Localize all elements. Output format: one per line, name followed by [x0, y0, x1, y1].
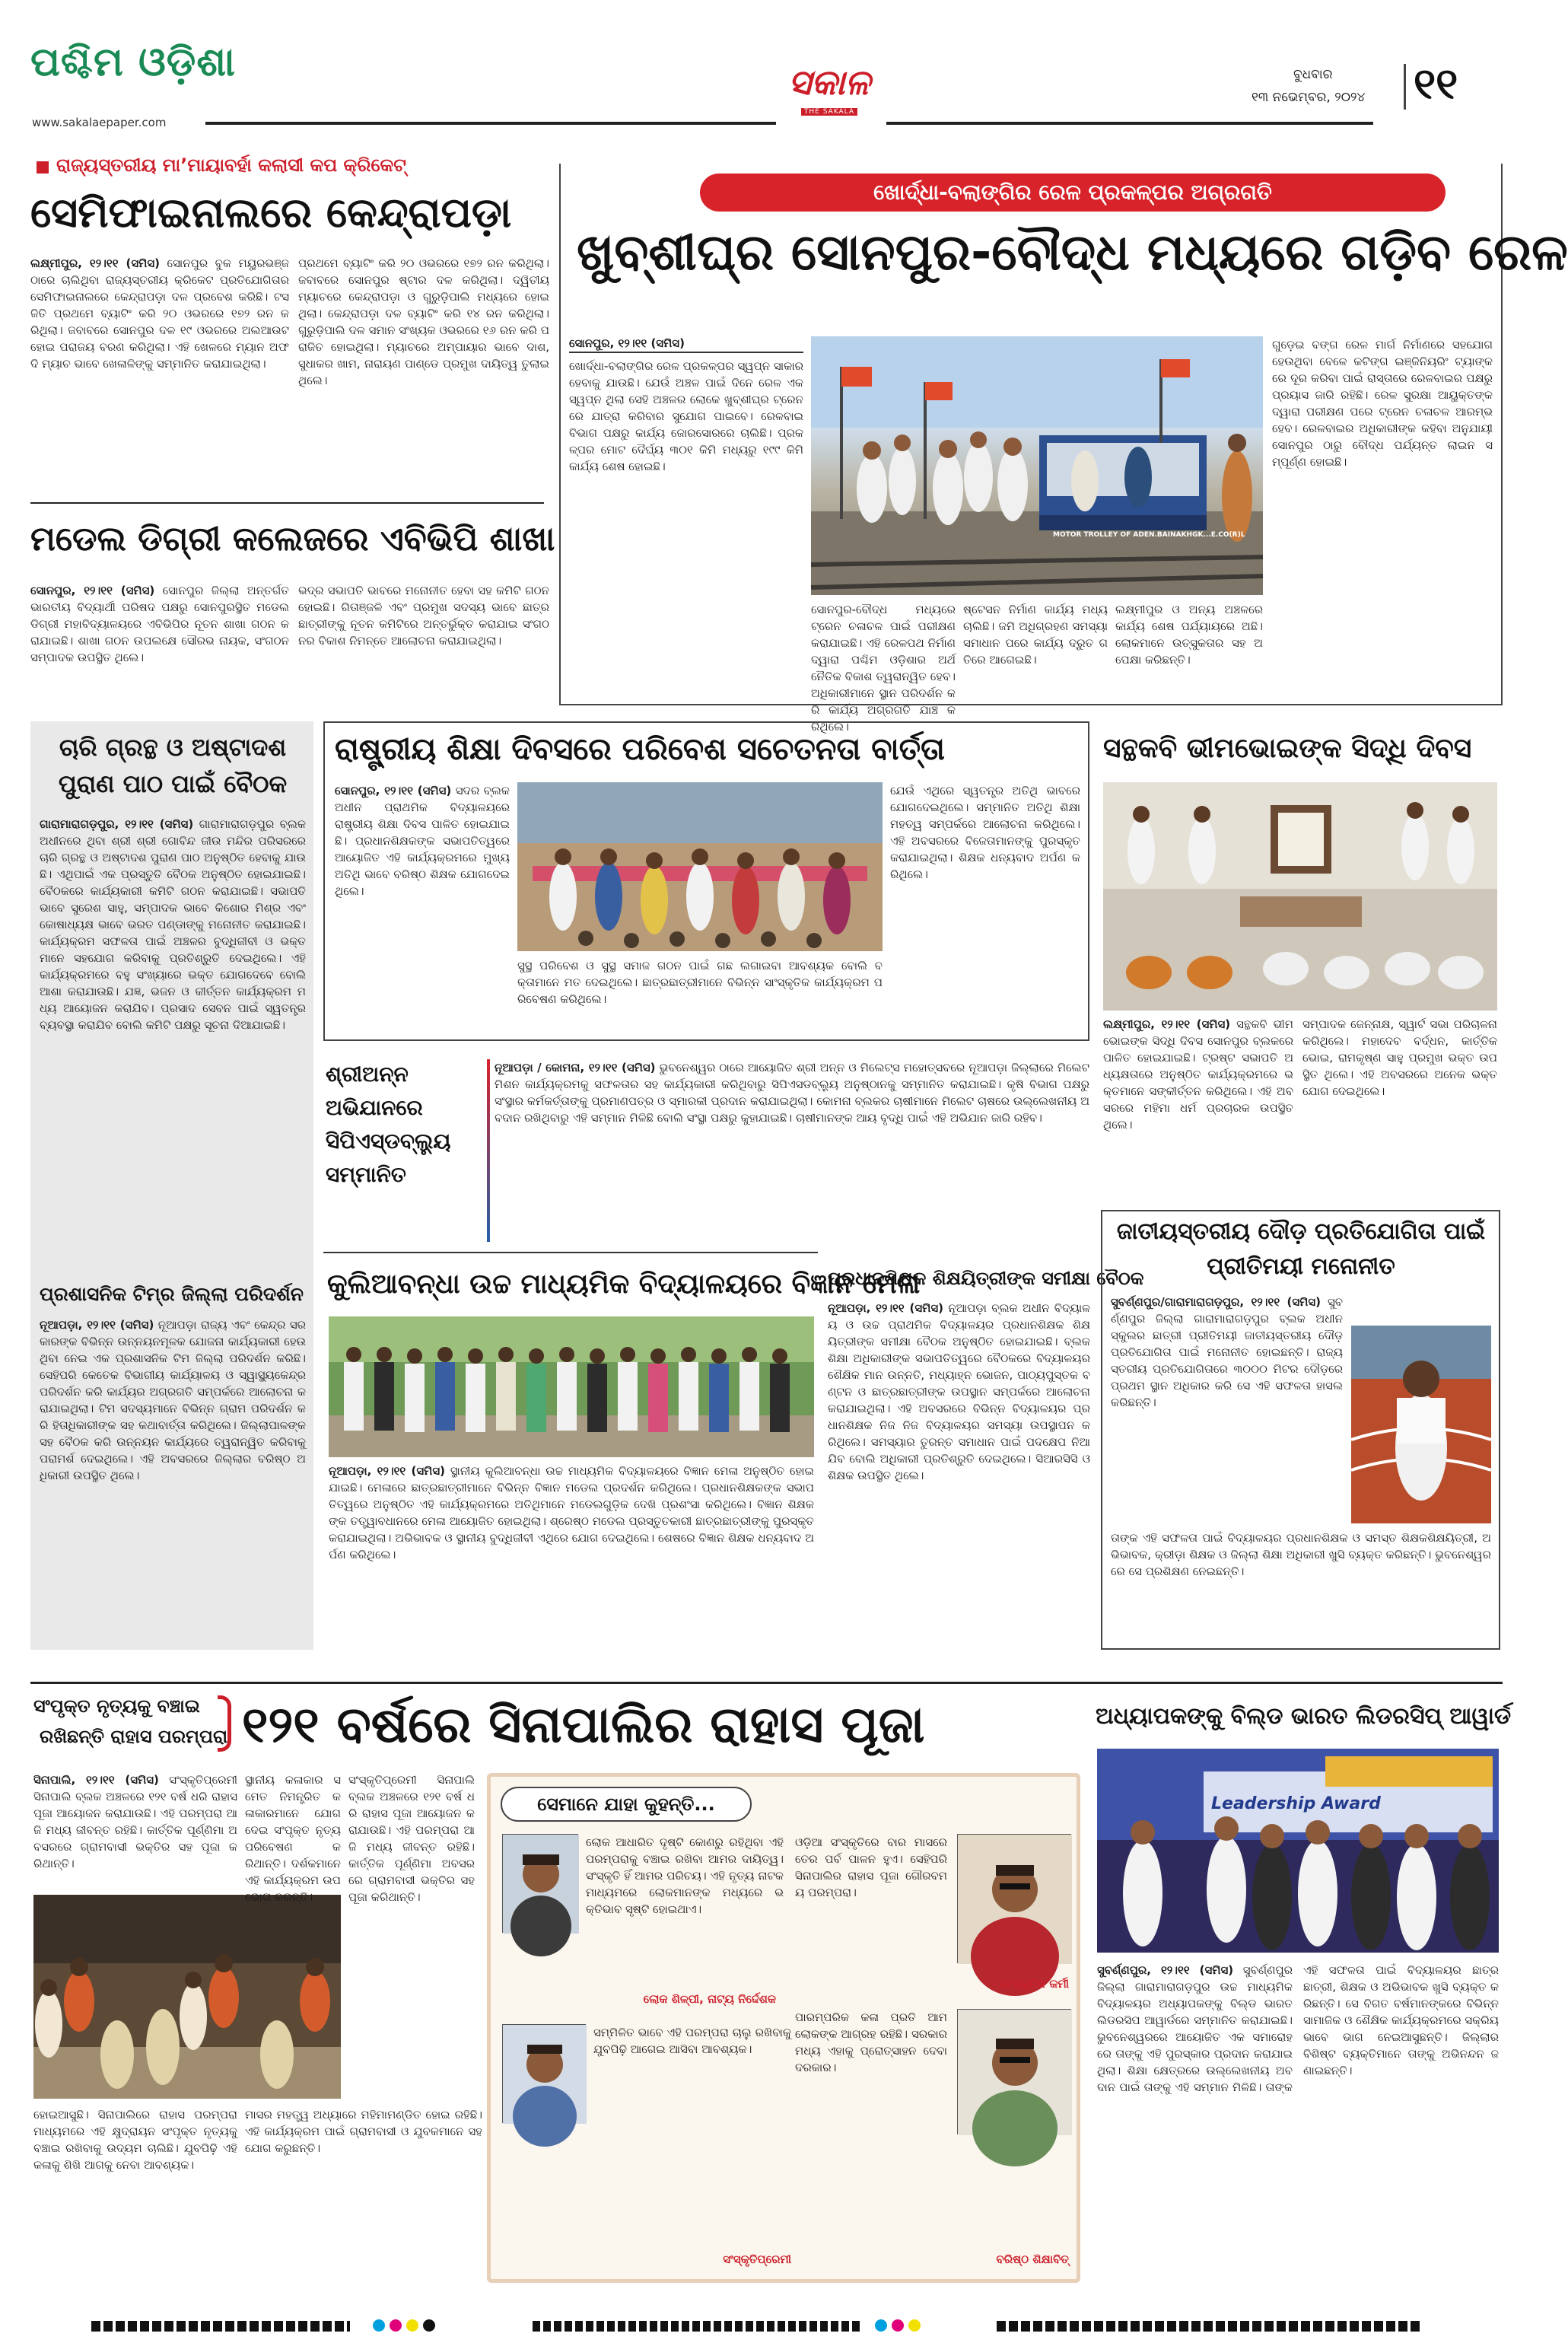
- rail-body-col1: [569, 335, 803, 699]
- millet-body: [495, 1059, 1089, 1240]
- kicker-bullet-icon: [37, 161, 49, 173]
- runner-photo: [1351, 1326, 1491, 1523]
- review-dateline: ନୂଆପଡ଼ା, ୧୨।୧୧ (ସମିସ): [828, 1301, 943, 1315]
- rahasa-body1: ସଂସ୍କୃତିପ୍ରେମୀ ସିନାପାଲି ବ୍ଲକ ଅଞ୍ଚଳରେ ୧୨୧ ବର୍ଷ ଧରି ରାହାସ ପୂଜା ଆୟୋଜନ କରାଯାଉଛି। ଏହି ପରମ୍ପରା ଆଜି ମଧ୍ୟ ଜୀବନ୍ତ ରହିଛି। କାର୍ତ୍ତିକ ପୂର୍ଣ୍ଣିମା ଅବସରରେ ଗ୍ରାମବାସୀ ଭକ୍ତିର ସହ ପୂଜା କରିଥାନ୍ତି।: [33, 1773, 237, 1870]
- runner-body1: ସୁବର୍ଣ୍ଣପୁର ଜିଲ୍ଲା ଗାରାମାରାଗଡ଼ପୁର ବ୍ଲକ ଅଧୀନ ସ୍କୁଲର ଛାତ୍ରୀ ପ୍ରୀତିମୟୀ ଜାତୀୟସ୍ତରୀୟ ଦୌଡ଼ ପ୍ରତିଯୋଗିତା ପାଇଁ ମନୋନୀତ ହୋଇଛନ୍ତି। ରାଜ୍ୟସ୍ତରୀୟ ପ୍ରତିଯୋଗିତାରେ ୩୦୦୦ ମିଟର ଦୌଡ଼ରେ ପ୍ରଥମ ସ୍ଥାନ ଅଧିକାର କରି ସେ ଏହି ସଫଳତା ହାସଲ କରିଛନ୍ତି।: [1111, 1295, 1343, 1409]
- rahasa-dateline: ସିନାପାଲି, ୧୨।୧୧ (ସମିସ): [33, 1773, 159, 1787]
- section-title: ପଶ୍ଚିମ ଓଡ଼ିଶା: [30, 40, 236, 85]
- quote1-name: ଲୋକ ଶିଳ୍ପୀ, ନାଟ୍ୟ ନିର୍ଦ୍ଦେଶକ: [643, 1992, 776, 2006]
- issue-date: ୧୩ ନଭେମ୍ବର, ୨୦୨୪: [1252, 90, 1366, 105]
- purana-headline: ଚାରି ଗ୍ରନ୍ଥ ଓ ଅଷ୍ଟାଦଶ ପୁରାଣ ପାଠ ପାଇଁ ବୈଠକ: [58, 733, 288, 798]
- admin-body-text: ନୂଆପଡ଼ା ରାଜ୍ୟ ଏବଂ କେନ୍ଦ୍ର ସରକାରଙ୍କ ବିଭିନ୍ନ ଉନ୍ନୟନମୂଳକ ଯୋଜନା କାର୍ଯ୍ୟକାରୀ ହେଉଥିବା ନେଇ ଏକ ପ୍ରଶାସନିକ ଟିମ ଜିଲ୍ଲା ପରିଦର୍ଶନ କରିଛି। ସେହିପରି କେତେକ ବିଭାଗୀୟ କାର୍ଯ୍ୟାଳୟ ଓ ସ୍ୱାସ୍ଥ୍ୟକେନ୍ଦ୍ର ପରିଦର୍ଶନ କରି କାର୍ଯ୍ୟର ଅଗ୍ରଗତି ସମ୍ପର୍କରେ ଆଲୋଚନା କରାଯାଇଥିଲା। ଟିମ ସଦସ୍ୟମାନେ ବିଭିନ୍ନ ଗ୍ରାମ ପରିଦର୍ଶନ କରି ହିତାଧିକାରୀଙ୍କ ସହ କଥାବାର୍ତ୍ତା କରିଥିଲେ। ଜିଲ୍ଲାପାଳଙ୍କ ସହ ବୈଠକ କରି ଉନ୍ନୟନ କାର୍ଯ୍ୟରେ ତ୍ୱରାନ୍ୱିତ କରିବାକୁ ପରାମର୍ଶ ଦେଇଥିଲେ। ଏହି ଅବସରରେ ଜିଲ୍ଲାର ବରିଷ୍ଠ ଅଧିକାରୀ ଉପସ୍ଥିତ ଥିଲେ।: [40, 1318, 306, 1482]
- quote1-photo: [502, 1834, 578, 1933]
- section-separator: [30, 1682, 1503, 1684]
- cricket-dateline: ଲକ୍ଷ୍ମୀପୁର, ୧୨।୧୧ (ସମିସ): [30, 256, 161, 270]
- color-dots-right: [875, 2319, 981, 2333]
- purana-body-text: ଗାରାମାରାଗଡ଼ପୁର ବ୍ଲକ ଅଧୀନରେ ଥିବା ଶ୍ରୀ ଶ୍ରୀ ଗୋବିନ୍ଦ ଜୀଉ ମନ୍ଦିର ପରିସରରେ ଚାରି ଗ୍ରନ୍ଥ ଓ ଅଷ୍ଟାଦଶ ପୁରାଣ ପାଠ ଅନୁଷ୍ଠିତ ହେବାକୁ ଯାଉଛି। ଏଥିପାଇଁ ଏକ ପ୍ରସ୍ତୁତି ବୈଠକ ଅନୁଷ୍ଠିତ ହୋଇଯାଇଛି। ବୈଠକରେ କାର୍ଯ୍ୟକାରୀ କମିଟି ଗଠନ କରାଯାଇଛି। ସଭାପତି ଭାବେ ସୁରେଶ ସାହୁ, ସମ୍ପାଦକ ଭାବେ କିଶୋର ମିଶ୍ର ଏବଂ କୋଷାଧ୍ୟକ୍ଷ ଭାବେ ଭରତ ପଣ୍ଡାଙ୍କୁ ମନୋନୀତ କରାଯାଇଛି। କାର୍ଯ୍ୟକ୍ରମ ସଫଳତା ପାଇଁ ଅଞ୍ଚଳର ବୁଦ୍ଧିଜୀବୀ ଓ ଭକ୍ତମାନେ ସହଯୋଗ କରିବାକୁ ପ୍ରତିଶ୍ରୁତି ଦେଇଥିଲେ। ଏହି କାର୍ଯ୍ୟକ୍ରମରେ ବହୁ ସଂଖ୍ୟାରେ ଭକ୍ତ ଯୋଗଦେବେ ବୋଲି ଆଶା କରାଯାଉଛି। ଯଜ୍ଞ, ଭଜନ ଓ କୀର୍ତ୍ତନ କାର୍ଯ୍ୟକ୍ରମ ମଧ୍ୟ ଆୟୋଜନ କରାଯିବ। ପ୍ରସାଦ ସେବନ ପାଇଁ ସ୍ୱତନ୍ତ୍ର ବ୍ୟବସ୍ଥା କରାଯିବ ବୋଲି କମିଟି ପକ୍ଷରୁ ସୂଚନା ଦିଆଯାଇଛି।: [40, 817, 306, 1032]
- rail-body1: ଖୋର୍ଦ୍ଧା-ବଲାଙ୍ଗିର ରେଳ ପ୍ରକଳ୍ପର ସ୍ୱପ୍ନ ସାକାର ହେବାକୁ ଯାଉଛି। ଯେଉଁ ଅଞ୍ଚଳ ପାଇଁ ଦିନେ ରେଳ ଏକ ସ୍ୱପ୍ନ ଥିଲା ସେହି ଅଞ୍ଚଳର ଲୋକେ ଖୁବ୍‌ଶୀଘ୍ର ଟ୍ରେନରେ ଯାତ୍ରା କରିବାର ସୁଯୋଗ ପାଇବେ। ରେଳବାଇ ବିଭାଗ ପକ୍ଷରୁ କାର୍ଯ୍ୟ ଜୋରସୋରରେ ଚାଲିଛି। ପ୍ରକଳ୍ପର ମୋଟ ଦୈର୍ଘ୍ୟ ୩୦୧ କିମି ମଧ୍ୟରୁ ୧୯୯ କିମି କାର୍ଯ୍ୟ ଶେଷ ହୋଇଛି।: [569, 359, 803, 473]
- edu-headline: ରାଷ୍ଟ୍ରୀୟ ଶିକ୍ଷା ଦିବସରେ ପରିବେଶ ସଚେତନତା ବାର୍ତ୍ତା: [335, 732, 945, 767]
- newspaper-logo: [776, 62, 883, 116]
- admin-headline: ପ୍ରଶାସନିକ ଟିମ୍‌ର ଜିଲ୍ଲା ପରିଦର୍ଶନ: [40, 1283, 304, 1305]
- edu-dateline: ସୋନପୁର, ୧୨।୧୧ (ସମିସ): [335, 784, 452, 797]
- abvp-headline: ମଡେଲ ଡିଗ୍ରୀ କଲେଜରେ ଏବିଭିପି ଶାଖା: [30, 520, 555, 559]
- rail-body-col5: ଗୁଡ଼େଇ ବଙ୍ଗ ରେଳ ମାର୍ଗ ନିର୍ମାଣରେ ସହଯୋଗ ହେଉଥିବା ବେଳେ କଟିଙ୍ଗ ଇଞ୍ଜିନିୟରିଂ ଟ୍ୟାଙ୍କରେ ଦୂର କରିବା ପାଇଁ ରାସ୍ତାରେ ରେଳବାଇର ପକ୍ଷରୁ ପ୍ରୟାସ ଜାରି ରହିଛି। ରେଳ ସୁରକ୍ଷା ଆୟୁକ୍ତଙ୍କ ଦ୍ୱାରା ପରୀକ୍ଷଣ ପରେ ଟ୍ରେନ ଚଳାଚଳ ଆରମ୍ଭ ହେବ। ରେଳବାଇର ଅଧିକାରୀଙ୍କ କହିବା ଅନୁଯାୟୀ ସୋନପୁର ଠାରୁ ବୌଦ୍ଧ ପର୍ଯ୍ୟନ୍ତ ଲାଇନ ସମ୍ପୂର୍ଣ୍ଣ ହୋଇଛି।: [1272, 338, 1493, 469]
- quote3-photo: [502, 2024, 586, 2123]
- rahasa-photo: [33, 1895, 341, 2099]
- rahasa-kicker-line1: ସଂପୃକ୍ତ ନୃତ୍ୟକୁ ବଞ୍ଚାଇ: [33, 1695, 200, 1717]
- admin-dateline: ନୂଆପଡ଼ା, ୧୨।୧୧ (ସମିସ): [40, 1318, 154, 1332]
- masthead-rule-right: [886, 122, 1373, 125]
- bhoi-photo: [1103, 782, 1497, 1011]
- website-url[interactable]: www.sakalaepaper.com: [32, 116, 167, 129]
- rail-body-col2: ସୋନପୁର-ବୌଦ୍ଧ ମଧ୍ୟରେ ଟ୍ରେନ ଚଳାଚଳ ପାଇଁ ପରୀକ୍ଷଣ କରାଯାଇଛି। ଏହି ରେଳପଥ ନିର୍ମାଣ ଦ୍ୱାରା ପଶ୍ଚିମ ଓଡ଼ିଶାର ଅର୍ଥନୈତିକ ବିକାଶ ତ୍ୱରାନ୍ୱିତ ହେବ। ଅଧିକାରୀମାନେ ସ୍ଥାନ ପରିଦର୍ଶନ କରି କାର୍ଯ୍ୟ ଅଗ୍ରଗତି ଯାଞ୍ଚ କରିଥିଲେ।: [811, 603, 956, 734]
- person-photo: [503, 2025, 587, 2124]
- science-headline: କୁଲିଆବନ୍ଧା ଉଚ୍ଚ ମାଧ୍ୟମିକ ବିଦ୍ୟାଳୟରେ ବିଜ୍ଞାନ ମେଳା: [327, 1268, 921, 1300]
- print-marks-right: [997, 2321, 1423, 2332]
- rail-photo-caption: MOTOR TROLLEY OF ADEN.BAINAKHGK...E.CO(R)L: [1053, 531, 1245, 539]
- runner-photo-art: [1351, 1326, 1491, 1523]
- science-rule: [323, 1252, 818, 1253]
- bhoi-photo-art: [1103, 782, 1497, 1011]
- abvp-dateline: ସୋନପୁର, ୧୨।୧୧ (ସମିସ): [30, 584, 155, 597]
- page-number: ୧୧: [1414, 59, 1458, 109]
- science-photo: [329, 1316, 814, 1457]
- rail-photo-art: [811, 336, 1263, 595]
- rahasa-body-col2b: ହୋଇଆସୁଛି। ସିନାପାଲିରେ ରାହାସ ପରମ୍ପରା ମାଧ୍ୟମରେ ଏହି କ୍ଷୁଦ୍ରାୟନ ସଂପୃକ୍ତ ନୃତ୍ୟକୁ ବଞ୍ଚାଇ ରଖିବାକୁ ଉଦ୍ୟମ ଚାଲିଛି। ଯୁବପିଢ଼ି ଏହି କଳାକୁ ଶିଖି ଆଗକୁ ନେବା ଆବଶ୍ୟକ।: [33, 2108, 237, 2172]
- edu-body1: ସଦର ବ୍ଲକ ଅଧୀନ ପ୍ରାଥମିକ ବିଦ୍ୟାଳୟରେ ରାଷ୍ଟ୍ରୀୟ ଶିକ୍ଷା ଦିବସ ପାଳିତ ହୋଇଯାଇଛି। ପ୍ରଧାନଶିକ୍ଷକଙ୍କ ସଭାପତିତ୍ୱରେ ଆୟୋଜିତ ଏହି କାର୍ଯ୍ୟକ୍ରମରେ ମୁଖ୍ୟଅତିଥି ଭାବେ ବରିଷ୍ଠ ଶିକ୍ଷକ ଯୋଗଦେଇଥିଲେ।: [335, 784, 510, 898]
- bhoi-body1: ସନ୍ଥକବି ଭୀମଭୋଇଙ୍କ ସିଦ୍ଧି ଦିବସ ସୋନପୁର ବ୍ଲକରେ ପାଳିତ ହୋଇଯାଇଛି। ଟ୍ରଷ୍ଟ ସଭାପତି ଅଧ୍ୟକ୍ଷତାରେ ଅନୁଷ୍ଠିତ କାର୍ଯ୍ୟକ୍ରମରେ ଭକ୍ତମାନେ ସଙ୍କୀର୍ତ୍ତନ କରିଥିଲେ। ଏହି ଅବସରରେ ମହିମା ଧର୍ମ ପ୍ରଚାରକ ଉପସ୍ଥିତ ଥିଲେ।: [1103, 1017, 1293, 1132]
- rahasa-headline: ୧୨୧ ବର୍ଷରେ ସିନାପାଲିର ରାହାସ ପୂଜା: [242, 1695, 925, 1754]
- review-body: [828, 1300, 1090, 1646]
- rail-body-col3: ଷ୍ଟେସନ ନିର୍ମାଣ କାର୍ଯ୍ୟ ମଧ୍ୟ ଚାଲିଛି। ଜମି ଅଧିଗ୍ରହଣ ସମସ୍ୟା ସମାଧାନ ପରେ କାର୍ଯ୍ୟ ଦ୍ରୁତ ଗତିରେ ଆଗେଇଛି।: [963, 603, 1108, 667]
- cricket-body-col2: ପ୍ରଥମେ ବ୍ୟାଟିଂ କରି ୨୦ ଓଭରରେ ୧୭୨ ରନ କରିଥିଲା। ଜବାବରେ ସୋନପୁର ଷ୍ଟାର ଦଳ କରିଥିଲା। ଦ୍ୱିତୀୟ ମ୍ୟାଚରେ କେନ୍ଦ୍ରାପଡ଼ା ଓ ଗୁରୁଡ଼ିପାଲି ମଧ୍ୟରେ ହୋଇଥିଲା। କେନ୍ଦ୍ରାପଡ଼ା ଦଳ ବ୍ୟାଟିଂ କରି ୧୪ ରନ କରିଥିଲା। ଗୁରୁଡ଼ିପାଲି ଦଳ ସମାନ ସଂଖ୍ୟକ ଓଭରରେ ୧୬ ରନ କରି ପରାଜିତ ହୋଇଥିଲା। ମ୍ୟାଚରେ ଅମ୍ପାୟାର ଭାବେ ଦାଶ, ସୁଧାକର ଖାମ, ନାରାୟଣ ପାଣ୍ଡେ ପ୍ରମୁଖ ଦାୟିତ୍ୱ ତୁଲାଇଥିଲେ।: [298, 256, 549, 387]
- rahasa-photo-art: [33, 1895, 341, 2099]
- science-body: [329, 1463, 814, 1645]
- runner-body-col2: ତାଙ୍କ ଏହି ସଫଳତା ପାଇଁ ବିଦ୍ୟାଳୟର ପ୍ରଧାନଶିକ୍ଷକ ଓ ସମସ୍ତ ଶିକ୍ଷକଶିକ୍ଷୟିତ୍ରୀ, ଅଭିଭାବକ, କ୍ରୀଡ଼ା ଶିକ୍ଷକ ଓ ଜିଲ୍ଲା ଶିକ୍ଷା ଅଧିକାରୀ ଖୁସି ବ୍ୟକ୍ତ କରିଛନ୍ତି। ଭୁବନେଶ୍ୱରରେ ସେ ପ୍ରଶିକ୍ଷଣ ନେଇଛନ୍ତି।: [1111, 1531, 1491, 1578]
- masthead-rule-left: [205, 122, 776, 125]
- page-divider: [1404, 64, 1406, 110]
- rahasa-kicker-bracket: [218, 1695, 231, 1752]
- cricket-body-col1: [30, 255, 289, 483]
- print-marks-mid: [533, 2321, 860, 2332]
- rail-banner-text: ଖୋର୍ଦ୍ଧା-ବଲାଙ୍ଗିର ରେଳ ପ୍ରକଳ୍ପର ଅଗ୍ରଗତି: [873, 180, 1272, 205]
- quote4-name: ବରିଷ୍ଠ ଶିକ୍ଷାବିତ୍: [996, 2252, 1069, 2266]
- runner-dateline: ସୁବର୍ଣ୍ଣପୁର/ଗାରାମାରାଗଡ଼ପୁର, ୧୨।୧୧ (ସମିସ): [1111, 1295, 1322, 1309]
- section-rule: [30, 502, 544, 504]
- print-marks-left: [91, 2321, 350, 2332]
- rail-body-col4: ଲକ୍ଷ୍ମୀପୁର ଓ ଅନ୍ୟ ଅଞ୍ଚଳରେ କାର୍ଯ୍ୟ ଶେଷ ପର୍ଯ୍ୟାୟରେ ଅଛି। ଲୋକମାନେ ଉତ୍ସୁକତାର ସହ ଅପେକ୍ଷା କରିଛନ୍ତି।: [1115, 603, 1263, 667]
- millet-dateline: ନୂଆପଡ଼ା / କୋମନା, ୧୨।୧୧ (ସମିସ): [495, 1061, 656, 1074]
- rail-headline: ଖୁବ୍‌ଶୀଘ୍ର ସୋନପୁର-ବୌଦ୍ଧ ମଧ୍ୟରେ ଗଡ଼ିବ ରେଳ: [577, 223, 1568, 282]
- quote4-photo: [957, 2009, 1071, 2134]
- logo-text: ସକାଳ: [788, 62, 870, 103]
- quote-box-title: ସେମାନେ ଯାହା କୁହନ୍ତି...: [501, 1787, 752, 1822]
- quote1-text: ଲୋକ ଆଧାରିତ ଦୃଷ୍ଟି କୋଣରୁ ରହିଥିବା ଏହି ପରମ୍ପରାକୁ ବଞ୍ଚାଇ ରଖିବା ଆମର ଦାୟିତ୍ୱ। ସଂସ୍କୃତି ହିଁ ଆମର ପରିଚୟ। ଏହି ନୃତ୍ୟ ନାଟକ ମାଧ୍ୟମରେ ଲୋକମାନଙ୍କ ମଧ୍ୟରେ ଭକ୍ତିଭାବ ସୃଷ୍ଟି ହୋଇଥାଏ।: [586, 1835, 784, 1916]
- edu-body-col1: [335, 782, 510, 934]
- review-body-text: ନୂଆପଡ଼ା ବ୍ଲକ ଅଧୀନ ବିଦ୍ୟାଳୟ ଓ ଉଚ୍ଚ ପ୍ରାଥମିକ ବିଦ୍ୟାଳୟର ପ୍ରଧାନଶିକ୍ଷକ ଶିକ୍ଷୟିତ୍ରୀଙ୍କ ସମୀକ୍ଷା ବୈଠକ ଅନୁଷ୍ଠିତ ହୋଇଯାଇଛି। ବ୍ଲକ ଶିକ୍ଷା ଅଧିକାରୀଙ୍କ ସଭାପତିତ୍ୱରେ ବୈଠକରେ ବିଦ୍ୟାଳୟର ଶୈକ୍ଷିକ ମାନ ଉନ୍ନତି, ମଧ୍ୟାହ୍ନ ଭୋଜନ, ପାଠ୍ୟପୁସ୍ତକ ବଣ୍ଟନ ଓ ଛାତ୍ରଛାତ୍ରୀଙ୍କ ଉପସ୍ଥାନ ସମ୍ପର୍କରେ ଆଲୋଚନା କରାଯାଇଥିଲା। ଏହି ଅବସରରେ ବିଭିନ୍ନ ବିଦ୍ୟାଳୟର ପ୍ରଧାନଶିକ୍ଷକ ନିଜ ନିଜ ବିଦ୍ୟାଳୟର ସମସ୍ୟା ଉପସ୍ଥାପନ କରିଥିଲେ। ସମସ୍ୟାର ତୁରନ୍ତ ସମାଧାନ ପାଇଁ ପଦକ୍ଷେପ ନିଆଯିବ ବୋଲି ଅଧିକାରୀ ପ୍ରତିଶ୍ରୁତି ଦେଇଥିଲେ। ସିଆରସିସି ଓ ଶିକ୍ଷକ ଉପସ୍ଥିତ ଥିଲେ।: [828, 1301, 1090, 1482]
- rail-photo: [811, 336, 1263, 595]
- abvp-body1: ସୋନପୁର ଜିଲ୍ଲା ଅନ୍ତର୍ଗତ ଭାରତୀୟ ବିଦ୍ୟାର୍ଥୀ ପରିଷଦ ପକ୍ଷରୁ ସୋନପୁରସ୍ଥିତ ମଡେଲ ଡିଗ୍ରୀ ମହାବିଦ୍ୟାଳୟରେ ଏବିଭିପିର ନୂତନ ଶାଖା ଗଠନ କରାଯାଇଛି। ଶାଖା ଗଠନ ଉପଲକ୍ଷେ ସୌରଭ ନାୟକ, ସଂଗଠନ ସମ୍ପାଦକ ଉପସ୍ଥିତ ଥିଲେ।: [30, 584, 289, 664]
- abvp-body-col1: [30, 582, 289, 696]
- rail-dateline: ସୋନପୁର, ୧୨।୧୧ (ସମିସ): [569, 335, 803, 353]
- award-body-text: ସୁବର୍ଣ୍ଣପୁର ଜିଲ୍ଲା ଗାରାମାରାଗଡ଼ପୁର ଉଚ୍ଚ ମାଧ୍ୟମିକ ବିଦ୍ୟାଳୟର ଅଧ୍ୟାପକଙ୍କୁ ବିଲ୍ଡ ଭାରତ ଲିଡରସିପ ଆୱାର୍ଡରେ ସମ୍ମାନିତ କରାଯାଇଛି। ଭୁବନେଶ୍ୱରରେ ଆୟୋଜିତ ଏକ ସମାରୋହରେ ତାଙ୍କୁ ଏହି ପୁରସ୍କାର ପ୍ରଦାନ କରାଯାଇଥିଲା। ଶିକ୍ଷା କ୍ଷେତ୍ରରେ ଉଲ୍ଲେଖନୀୟ ଅବଦାନ ପାଇଁ ତାଙ୍କୁ ଏହି ସମ୍ମାନ ମିଳିଛି। ତାଙ୍କ ଏହି ସଫଳତା ପାଇଁ ବିଦ୍ୟାଳୟର ଛାତ୍ରଛାତ୍ରୀ, ଶିକ୍ଷକ ଓ ଅଭିଭାବକ ଖୁସି ବ୍ୟକ୍ତ କରିଛନ୍ତି। ସେ ବିଗତ ବର୍ଷମାନଙ୍କରେ ବିଭିନ୍ନ ସାମାଜିକ ଓ ଶୈକ୍ଷିକ କାର୍ଯ୍ୟକ୍ରମରେ ସକ୍ରିୟ ଭାବେ ଭାଗ ନେଇଆସୁଛନ୍ତି। ଜିଲ୍ଲାର ବିଶିଷ୍ଟ ବ୍ୟକ୍ତିମାନେ ତାଙ୍କୁ ଅଭିନନ୍ଦନ ଜଣାଇଛନ୍ତି।: [1097, 1963, 1499, 2094]
- science-photo-art: [329, 1316, 814, 1457]
- rahasa-kicker-line2: ରଖିଛନ୍ତି ରାହାସ ପରମ୍ପରା: [40, 1726, 228, 1747]
- award-body: [1097, 1962, 1499, 2287]
- award-headline: ଅଧ୍ୟାପକଙ୍କୁ ବିଲ୍ଡ ଭାରତ ଲିଡରସିପ୍ ଆୱାର୍ଡ: [1096, 1703, 1512, 1730]
- edu-body-col2: ସୁସ୍ଥ ପରିବେଶ ଓ ସୁସ୍ଥ ସମାଜ ଗଠନ ପାଇଁ ଗଛ ଲଗାଇବା ଆବଶ୍ୟକ ବୋଲି ବକ୍ତାମାନେ ମତ ଦେଇଥିଲେ। ଛାତ୍ରଛାତ୍ରୀମାନେ ବିଭିନ୍ନ ସାଂସ୍କୃତିକ କାର୍ଯ୍ୟକ୍ରମ ପରିବେଷଣ କରିଥିଲେ।: [517, 959, 883, 1006]
- issue-day: ବୁଧବାର: [1293, 67, 1333, 82]
- abvp-body-col2: ଭଦ୍ର ସଭାପତି ଭାବରେ ମନୋନୀତ ହେବା ସହ କମିଟି ଗଠନ ହୋଇଛି। ଗିତାଞ୍ଜଳି ଏବଂ ପ୍ରମୁଖ ସଦସ୍ୟ ଭାବେ ଛାତ୍ରଛାତ୍ରୀଙ୍କୁ ନୂତନ କମିଟିରେ ଅନ୍ତର୍ଭୁକ୍ତ କରାଯାଇ ସଂଗଠନର ବିକାଶ ନିମନ୍ତେ ଆଲୋଚନା କରାଯାଇଥିଲା।: [298, 584, 549, 648]
- cricket-body1: ସୋନପୁର ବୁକ ମୟୁରଭଞ୍ଜ ଠାରେ ଚାଲିଥିବା ରାଜ୍ୟସ୍ତରୀୟ କ୍ରିକେଟ ପ୍ରତିଯୋଗିତାର ସେମିଫାଇନାଲରେ କେନ୍ଦ୍ରାପଡ଼ା ଦଳ ପ୍ରବେଶ କରିଛି। ଟସ ଜିତି ପ୍ରଥମେ ବ୍ୟାଟିଂ କରି ୨୦ ଓଭରରେ ୧୭୨ ରନ କରିଥିଲା। ଜବାବରେ ସୋନପୁର ଦଳ ୧୯ ଓଭରରେ ଅଲଆଉଟ ହୋଇ ପରାଜୟ ବରଣ କରିଥିଲା। ଏହି ଖେଳରେ ମ୍ୟାନ ଅଫ ଦି ମ୍ୟାଚ ଭାବେ ଖେଳାଳିଙ୍କୁ ସମ୍ମାନିତ କରାଯାଇଥିଲା।: [30, 256, 289, 371]
- bhoi-dateline: ଲକ୍ଷ୍ମୀପୁର, ୧୨।୧୧ (ସମିସ): [1103, 1017, 1231, 1031]
- award-photo-art: [1097, 1749, 1499, 1953]
- quote2-photo: [957, 1834, 1071, 1963]
- color-dots: [373, 2319, 510, 2333]
- millet-divider: [487, 1059, 490, 1242]
- award-banner-text: Leadership Award: [1211, 1794, 1381, 1813]
- science-dateline: ନୂଆପଡ଼ା, ୧୨।୧୧ (ସମିସ): [329, 1464, 446, 1478]
- purana-body: [40, 816, 306, 1269]
- review-headline: ପ୍ରଧାନଶିକ୍ଷକ ଶିକ୍ଷୟିତ୍ରୀଙ୍କ ସମୀକ୍ଷା ବୈଠକ: [828, 1268, 1144, 1289]
- cricket-headline: ସେମିଫାଇନାଲରେ କେନ୍ଦ୍ରାପଡ଼ା: [30, 189, 512, 237]
- edu-body-col3: ଯେଉଁ ଏଥିରେ ସ୍ୱତନ୍ତ୍ର ଅତିଥି ଭାବରେ ଯୋଗଦେଇଥିଲେ। ସମ୍ମାନିତ ଅତିଥି ଶିକ୍ଷା ମହତ୍ୱ ସମ୍ପର୍କରେ ଆଲୋଚନା କରିଥିଲେ। ଏହି ଅବସରରେ ବିଜେତାମାନଙ୍କୁ ପୁରସ୍କୃତ କରାଯାଇଥିଲା। ଶିକ୍ଷକ ଧନ୍ୟବାଦ ଅର୍ପଣ କରିଥିଲେ।: [890, 784, 1080, 881]
- person-photo: [958, 2010, 1072, 2135]
- award-photo: [1097, 1749, 1499, 1953]
- bhoi-headline: ସନ୍ଥକବି ଭୀମଭୋଇଙ୍କ ସିଦ୍ଧି ଦିବସ: [1103, 733, 1472, 764]
- quote3-text: ସମ୍ମିଳିତ ଭାବେ ଏହି ପରମ୍ପରା ଚାଲୁ ରଖିବାକୁ ଯୁବପିଢ଼ି ଆଗେଇ ଆସିବା ଆବଶ୍ୟକ।: [593, 2026, 791, 2056]
- purana-dateline: ଗାରାମାରାଗଡ଼ପୁର, ୧୨।୧୧ (ସମିସ): [40, 817, 194, 831]
- logo-subtext: THE SAKALA: [801, 108, 857, 116]
- person-photo: [503, 1835, 579, 1934]
- award-dateline: ସୁବର୍ଣ୍ଣପୁର, ୧୨।୧୧ (ସମିସ): [1097, 1963, 1234, 1977]
- science-body-text: ସ୍ଥାନୀୟ କୁଲିଆବନ୍ଧା ଉଚ୍ଚ ମାଧ୍ୟମିକ ବିଦ୍ୟାଳୟରେ ବିଜ୍ଞାନ ମେଳା ଅନୁଷ୍ଠିତ ହୋଇଯାଇଛି। ମେଳାରେ ଛାତ୍ରଛାତ୍ରୀମାନେ ବିଭିନ୍ନ ବିଜ୍ଞାନ ମଡେଲ ପ୍ରଦର୍ଶନ କରିଥିଲେ। ପ୍ରଧାନଶିକ୍ଷକଙ୍କ ସଭାପତିତ୍ୱରେ ଅନୁଷ୍ଠିତ ଏହି କାର୍ଯ୍ୟକ୍ରମରେ ଅତିଥିମାନେ ମଡେଲଗୁଡ଼ିକ ଦେଖି ପ୍ରଶଂସା କରିଥିଲେ। ବିଜ୍ଞାନ ଶିକ୍ଷକଙ୍କ ତତ୍ତ୍ୱାବଧାନରେ ମେଳା ଆୟୋଜିତ ହୋଇଥିଲା। ଶ୍ରେଷ୍ଠ ମଡେଲ ପ୍ରସ୍ତୁତକାରୀ ଛାତ୍ରଛାତ୍ରୀଙ୍କୁ ପୁରସ୍କୃତ କରାଯାଇଥିଲା। ଅଭିଭାବକ ଓ ସ୍ଥାନୀୟ ବୁଦ୍ଧିଜୀବୀ ଏଥିରେ ଯୋଗ ଦେଇଥିଲେ। ଶେଷରେ ବିଜ୍ଞାନ ଶିକ୍ଷକ ଧନ୍ୟବାଦ ଅର୍ପଣ କରିଥିଲେ।: [329, 1464, 814, 1561]
- runner-body-col1: [1111, 1294, 1343, 1499]
- bhoi-body-col1: [1103, 1016, 1293, 1205]
- rahasa-body-col2: ସ୍ଥାନୀୟ କଳାକାର ସମେତ ନିମନ୍ତ୍ରିତ କଳାକାରମାନେ ଯୋଗ ଦେଇ ସଂପୃକ୍ତ ନୃତ୍ୟ ପରିବେଷଣ କରିଥାନ୍ତି। ଦର୍ଶକମାନେ ଏହି କାର୍ଯ୍ୟକ୍ରମ ଉପଭୋଗ କରନ୍ତି।: [245, 1773, 341, 1904]
- quote3-name: ସଂସ୍କୃତିପ୍ରେମୀ: [723, 2252, 791, 2266]
- bhoi-body-col2: ସମ୍ପାଦକ ଜେନ୍ନାକ୍ଷ, ସ୍ୱାର୍ଟ ସଭା ପରିଚାଳନା କରିଥିଲେ। ମହାଦେବ ବର୍ଦ୍ଧନ, କାର୍ତ୍ତିକ ଭୋଇ, ରାମକୃଷ୍ଣ ସାହୁ ପ୍ରମୁଖ ଭକ୍ତ ଉପସ୍ଥିତ ଥିଲେ। ଏହି ଅବସରରେ ଅନେକ ଭକ୍ତ ଯୋଗ ଦେଇଥିଲେ।: [1302, 1017, 1497, 1098]
- rail-banner: [700, 173, 1446, 212]
- millet-headline: ଶ୍ରୀଅନ୍ନ ଅଭିଯାନରେ ସିପିଏସ୍‌ଡବ୍ଲ୍ୟୁ ସମ୍ମାନିତ: [326, 1062, 451, 1187]
- runner-headline: ଜାତୀୟସ୍ତରୀୟ ଦୌଡ଼ ପ୍ରତିଯୋଗିତା ପାଇଁ ପ୍ରୀତିମୟୀ ମନୋନୀତ: [1116, 1218, 1486, 1280]
- quote4-text: ପାରମ୍ପରିକ କଳା ପ୍ରତି ଆମ ଲୋକଙ୍କ ଆଗ୍ରହ ରହିଛି। ସରକାର ମଧ୍ୟ ଏହାକୁ ପ୍ରୋତ୍ସାହନ ଦେବା ଦରକାର।: [795, 2010, 947, 2074]
- rahasa-body-col1: [33, 1771, 237, 1886]
- admin-body: [40, 1316, 306, 1644]
- millet-body-text: ଭୁବନେଶ୍ୱର ଠାରେ ଆୟୋଜିତ ଶ୍ରୀ ଅନ୍ନ ଓ ମିଲେଟ୍ସ ମହୋତ୍ସବରେ ନୂଆପଡ଼ା ଜିଲ୍ଲାରେ ମିଲେଟ ମିଶନ କାର୍ଯ୍ୟକ୍ରମକୁ ସଫଳତାର ସହ କାର୍ଯ୍ୟକାରୀ କରିଥିବାରୁ ସିପିଏସଡବ୍ଲ୍ୟୁ ଅନୁଷ୍ଠାନକୁ ସମ୍ମାନିତ କରାଯାଇଛି। କୃଷି ବିଭାଗ ପକ୍ଷରୁ ସଂସ୍ଥାର କର୍ମକର୍ତ୍ତାଙ୍କୁ ପ୍ରମାଣପତ୍ର ଓ ସ୍ମାରକୀ ପ୍ରଦାନ କରାଯାଇଥିଲା। କୋମନା ବ୍ଲକର ଚାଷୀମାନେ ମିଲେଟ ଚାଷରେ ଉଲ୍ଲେଖନୀୟ ଅବଦାନ ରଖିଥିବାରୁ ଏହି ସମ୍ମାନ ମିଳିଛି ବୋଲି ସଂସ୍ଥା ପକ୍ଷରୁ କୁହାଯାଇଛି। ଚାଷୀମାନଙ୍କ ଆୟ ବୃଦ୍ଧି ପାଇଁ ଏହି ଅଭିଯାନ ଜାରି ରହିବ।: [495, 1061, 1090, 1125]
- rahasa-body-col3: ମାସର ମହତ୍ତ୍ୱ ଅଧ୍ୟାରେ ମହିମାମଣ୍ଡିତ ହୋଇ ରହିଛି। ଏହି କାର୍ଯ୍ୟକ୍ରମ ପାଇଁ ଗ୍ରାମବାସୀ ଓ ଯୁବକମାନେ ସହଯୋଗ କରୁଛନ୍ତି।: [245, 2108, 482, 2155]
- edu-photo: [517, 782, 883, 951]
- cricket-kicker: ରାଜ୍ୟସ୍ତରୀୟ ମା’ମାୟାବର୍ହା କଲାସୀ କପ କ୍ରିକେଟ୍: [56, 154, 406, 176]
- rahasa-body-col3a: ସଂସ୍କୃତିପ୍ରେମୀ ସିନାପାଲି ବ୍ଲକ ଅଞ୍ଚଳରେ ୧୨୧ ବର୍ଷ ଧରି ରାହାସ ପୂଜା ଆୟୋଜନ କରାଯାଉଛି। ଏହି ପରମ୍ପରା ଆଜି ମଧ୍ୟ ଜୀବନ୍ତ ରହିଛି। କାର୍ତ୍ତିକ ପୂର୍ଣ୍ଣିମା ଅବସରରେ ଗ୍ରାମବାସୀ ଭକ୍ତିର ସହ ପୂଜା କରିଥାନ୍ତି।: [348, 1773, 475, 1904]
- edu-photo-art: [517, 782, 883, 951]
- quote2-name: ସାଂସ୍କୃତିକ କର୍ମୀ: [1000, 1977, 1069, 1991]
- person-photo: [958, 1835, 1072, 1964]
- quote2-text: ଓଡ଼ିଆ ସଂସ୍କୃତିରେ ବାର ମାସରେ ତେର ପର୍ବ ପାଳନ ହୁଏ। ସେହିପରି ସିନାପାଲିର ରାହାସ ପୂଜା ଗୌରବମୟ ପରମ୍ପରା।: [795, 1835, 947, 1899]
